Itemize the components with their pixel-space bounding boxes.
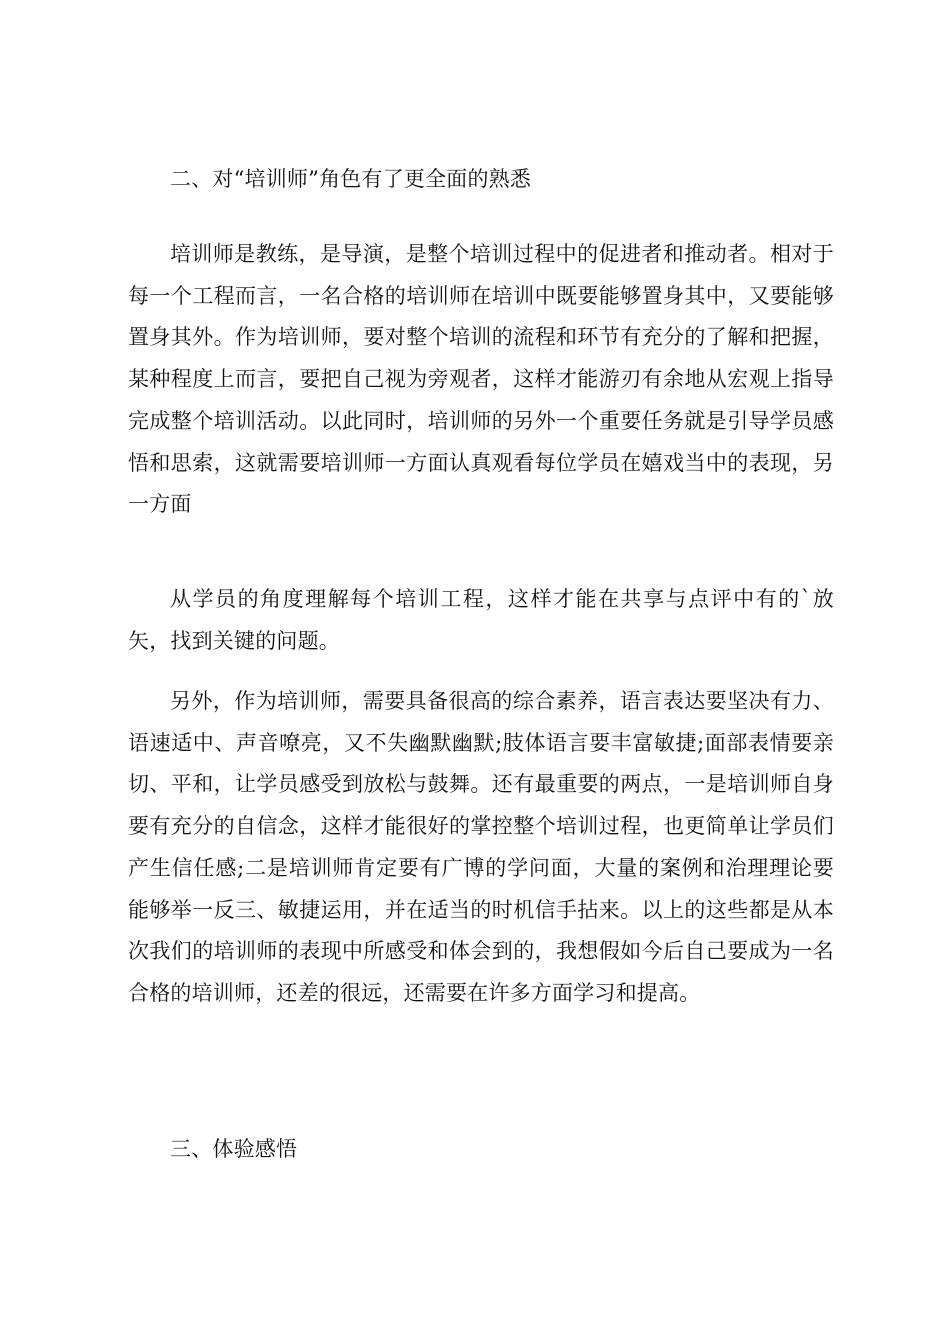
paragraph-student-perspective: 从学员的角度理解每个培训工程，这样才能在共享与点评中有的`放矢，找到关键的问题。	[128, 587, 834, 653]
section-3-heading: 三、体验感悟	[170, 1137, 298, 1161]
paragraph-trainer-role: 培训师是教练，是导演，是整个培训过程中的促进者和推动者。相对于每一个工程而言，一名合格的培训师在培训中既要能够置身其中，又要能够置身其外。作为培训师，要对整个培训的流程和环节有充分的了解和把握，某种程度上而言，要把自己视为旁观者，这样才能游刃有余地从宏观上指导完成整个培训活动。以此同时，培训师的另外一个重要任务就是引导学员感悟和思索，这就需要培训师一方面认真观看每位学员在嬉戏当中的表现，另一方面	[128, 242, 834, 517]
paragraph-trainer-qualities: 另外，作为培训师，需要具备很高的综合素养，语言表达要坚决有力、语速适中、声音嘹亮，又不失幽默幽默;肢体语言要丰富敏捷;面部表情要亲切、平和，让学员感受到放松与鼓舞。还有最重要的两点，一是培训师自身要有充分的自信念，这样才能很好的掌控整个培训过程，也更简单让学员们产生信任感;二是培训师肯定要有广博的学问面，大量的案例和治理理论要能够举一反三、敏捷运用，并在适当的时机信手拈来。以上的这些都是从本次我们的培训师的表现中所感受和体会到的，我想假如今后自己要成为一名合格的培训师，还差的很远，还需要在许多方面学习和提高。	[128, 689, 834, 1005]
section-2-heading: 二、对“培训师”角色有了更全面的熟悉	[170, 167, 532, 191]
